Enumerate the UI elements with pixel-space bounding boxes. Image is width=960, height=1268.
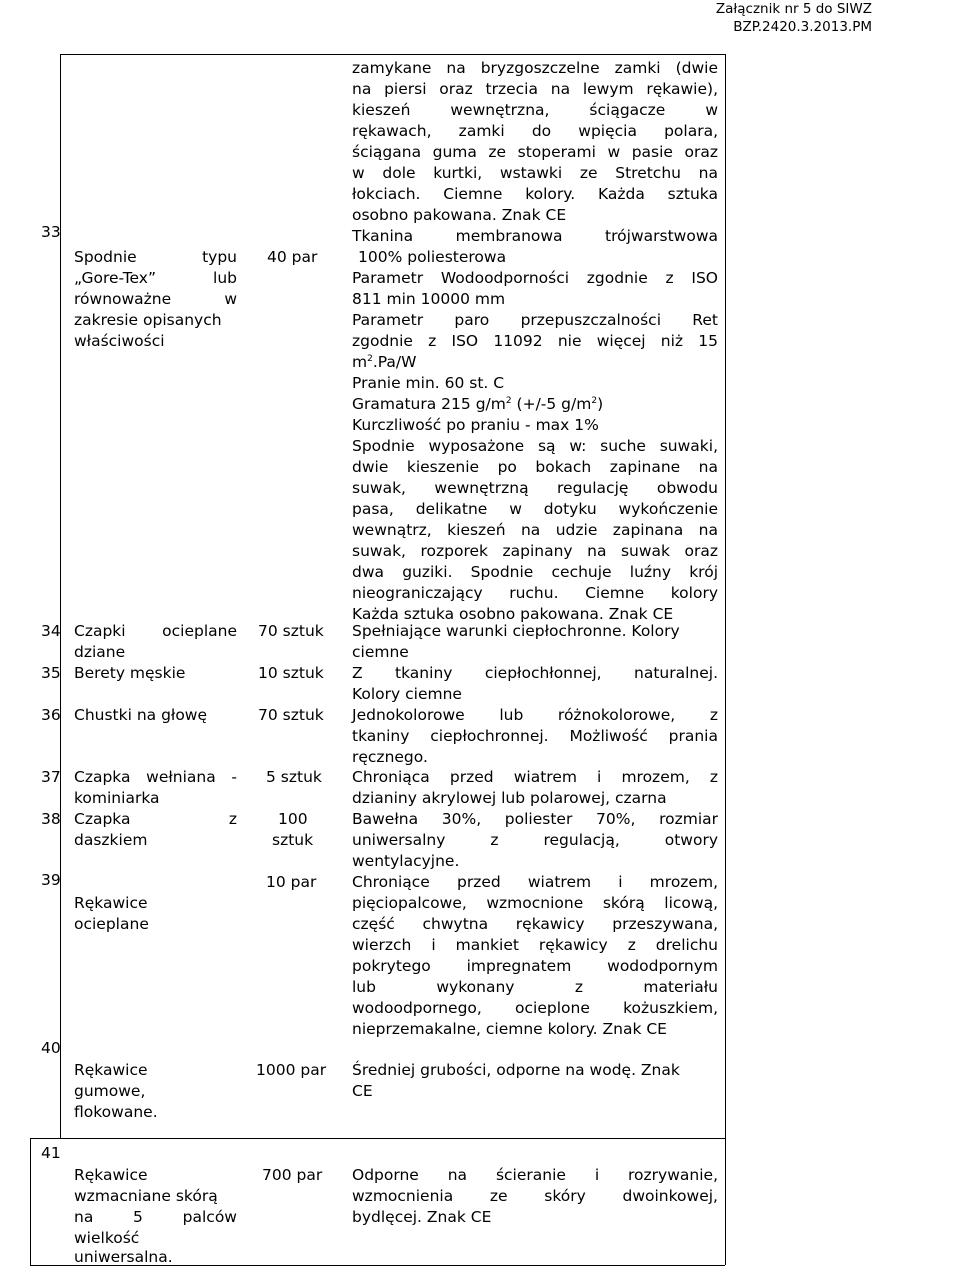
superscript: 2 — [505, 395, 512, 406]
rule — [60, 54, 61, 1138]
item-name-line: Rękawice — [74, 894, 148, 912]
desc-line: tkaniny ciepłochronnej. Możliwość prania — [352, 727, 718, 745]
desc-line: Chroniące przed wiatrem i mrozem, — [352, 873, 718, 891]
desc-line: Średniej grubości, odporne na wodę. Znak — [352, 1061, 680, 1079]
item-name-line: gumowe, — [74, 1082, 146, 1100]
item-name-line: Rękawice — [74, 1166, 148, 1184]
desc-line: pokrytego impregnatem wododpornym — [352, 957, 718, 975]
item-name-line: „Gore-Tex” lub — [74, 269, 237, 287]
desc-line: pięciopalcowe, wzmocnione skórą licową, — [352, 894, 718, 912]
superscript: 2 — [591, 395, 598, 406]
desc-text: (+/-5 g/m — [516, 395, 592, 413]
desc-line: Chroniąca przed wiatrem i mrozem, z — [352, 768, 718, 786]
row-number: 40 — [41, 1039, 61, 1057]
rule — [725, 54, 726, 1265]
desc-line: suwak, wewnętrzną regulację obwodu — [352, 479, 718, 497]
desc-line: Odporne na ścieranie i rozrywanie, — [352, 1166, 718, 1184]
desc-line: ciemne — [352, 643, 409, 661]
quantity: 700 par — [262, 1166, 323, 1184]
desc-line: zgodnie z ISO 11092 nie więcej niż 15 — [352, 332, 718, 350]
desc-line: bydlęcej. Znak CE — [352, 1208, 492, 1226]
desc-line: CE — [352, 1082, 373, 1100]
desc-line: Kurczliwość po praniu - max 1% — [352, 416, 599, 434]
rule — [30, 1138, 725, 1139]
desc-line: Parametr paro przepuszczalności Ret — [352, 311, 718, 329]
item-name-line: dziane — [74, 643, 126, 661]
desc-line: rękawach, zamki do wpięcia polara, — [352, 122, 718, 140]
desc-line: wierzch i mankiet rękawicy z drelichu — [352, 936, 718, 954]
quantity: 70 sztuk — [258, 622, 324, 640]
item-name-line: wzmacniane skórą — [74, 1187, 218, 1205]
desc-line: pasa, delikatne w dotyku wykończenie — [352, 500, 718, 518]
desc-line: nieograniczający ruchu. Ciemne kolory — [352, 584, 718, 602]
desc-line: Spełniające warunki ciepłochronne. Kolory — [352, 622, 680, 640]
item-name-line: uniwersalna. — [74, 1248, 173, 1266]
desc-line: nieprzemakalne, ciemne kolory. Znak CE — [352, 1020, 667, 1038]
desc-line: wodoodpornego, ocieplone kożuszkiem, — [352, 999, 718, 1017]
quantity-unit: sztuk — [272, 831, 314, 849]
desc-line: Każda sztuka osobno pakowana. Znak CE — [352, 605, 674, 623]
rule — [60, 54, 725, 55]
row-number: 33 — [41, 223, 61, 241]
desc-line: suwak, rozporek zapinany na suwak oraz — [352, 542, 718, 560]
desc-line: w dole kurtki, wstawki ze Stretchu na — [352, 164, 718, 182]
desc-line: zamykane na bryzgoszczelne zamki (dwie — [352, 59, 718, 77]
desc-line: osobno pakowana. Znak CE — [352, 206, 567, 224]
row-number: 39 — [41, 871, 61, 889]
desc-line: dzianiny akrylowej lub polarowej, czarna — [352, 789, 667, 807]
item-name-line: właściwości — [74, 332, 165, 350]
item-name-line: Spodnie typu — [74, 248, 237, 266]
item-name-line: daszkiem — [74, 831, 148, 849]
quantity: 1000 par — [256, 1061, 327, 1079]
desc-line — [352, 394, 603, 415]
desc-line — [352, 352, 416, 373]
row-number: 34 — [41, 622, 61, 640]
desc-line: Tkanina membranowa trójwarstwowa — [352, 227, 718, 245]
item-name: Berety męskie — [74, 664, 186, 682]
desc-line: Kolory ciemne — [352, 685, 462, 703]
item-name-line: Czapki ocieplane — [74, 622, 237, 640]
document-header — [716, 0, 872, 36]
desc-text: .Pa/W — [372, 353, 417, 371]
item-name: Chustki na głowę — [74, 706, 208, 724]
quantity: 10 sztuk — [258, 664, 324, 682]
rule — [30, 1138, 31, 1265]
desc-line: Spodnie wyposażone są w: suche suwaki, — [352, 437, 718, 455]
quantity: 5 sztuk — [266, 768, 322, 786]
desc-text: m — [352, 353, 368, 371]
desc-line: dwa guziki. Spodnie cechuje luźny krój — [352, 563, 718, 581]
desc-line: łokciach. Ciemne kolory. Każda sztuka — [352, 185, 718, 203]
row-number: 36 — [41, 706, 61, 724]
desc-line: Jednokolorowe lub różnokolorowe, z — [352, 706, 718, 724]
item-name-line: równoważne w — [74, 290, 237, 308]
desc-line: 100% poliesterowa — [358, 248, 507, 266]
item-name-line: na 5 palców — [74, 1208, 237, 1226]
desc-line: uniwersalny z regulacją, otwory — [352, 831, 718, 849]
reference-number: BZP.2420.3.2013.PM — [733, 19, 872, 35]
desc-text: Gramatura 215 g/m — [352, 395, 506, 413]
row-number: 38 — [41, 810, 61, 828]
desc-line: wentylacyjne. — [352, 852, 460, 870]
row-number: 41 — [41, 1144, 61, 1162]
desc-line: 811 min 10000 mm — [352, 290, 506, 308]
desc-line: Bawełna 30%, poliester 70%, rozmiar — [352, 810, 718, 828]
superscript: 2 — [367, 353, 373, 364]
item-name-line: Czapka wełniana - — [74, 768, 237, 786]
row-number: 37 — [41, 768, 61, 786]
desc-line: Z tkaniny ciepłochłonnej, naturalnej. — [352, 664, 718, 682]
desc-line: ręcznego. — [352, 748, 428, 766]
item-name-line: zakresie opisanych — [74, 311, 222, 329]
desc-line: część chwytna rękawicy przeszywana, — [352, 915, 718, 933]
desc-line: kieszeń wewnętrzna, ściągacze w — [352, 101, 718, 119]
item-name-line: Rękawice — [74, 1061, 148, 1079]
desc-line: dwie kieszenie po bokach zapinane na — [352, 458, 718, 476]
desc-line: na piersi oraz trzecia na lewym rękawie), — [352, 80, 718, 98]
desc-line: wewnątrz, kieszeń na udzie zapinana na — [352, 521, 718, 539]
desc-line: Pranie min. 60 st. C — [352, 374, 505, 392]
item-name-line: flokowane. — [74, 1103, 158, 1121]
desc-line: wzmocnienia ze skóry dwoinkowej, — [352, 1187, 718, 1205]
item-name-line: wielkość — [74, 1229, 140, 1247]
item-name-line: ocieplane — [74, 915, 149, 933]
item-name-line: Czapka z — [74, 810, 237, 828]
row-number: 35 — [41, 664, 61, 682]
quantity: 10 par — [266, 873, 317, 891]
quantity: 70 sztuk — [258, 706, 324, 724]
quantity: 40 par — [267, 248, 318, 266]
desc-line: Parametr Wodoodporności zgodnie z ISO — [352, 269, 718, 287]
quantity: 100 — [278, 810, 308, 828]
item-name-line: kominiarka — [74, 789, 160, 807]
desc-text: ) — [597, 395, 604, 413]
attachment-label: Załącznik nr 5 do SIWZ — [715, 1, 872, 17]
desc-line: ściągana guma ze stoperami w pasie oraz — [352, 143, 718, 161]
desc-line: lub wykonany z materiału — [352, 978, 718, 996]
